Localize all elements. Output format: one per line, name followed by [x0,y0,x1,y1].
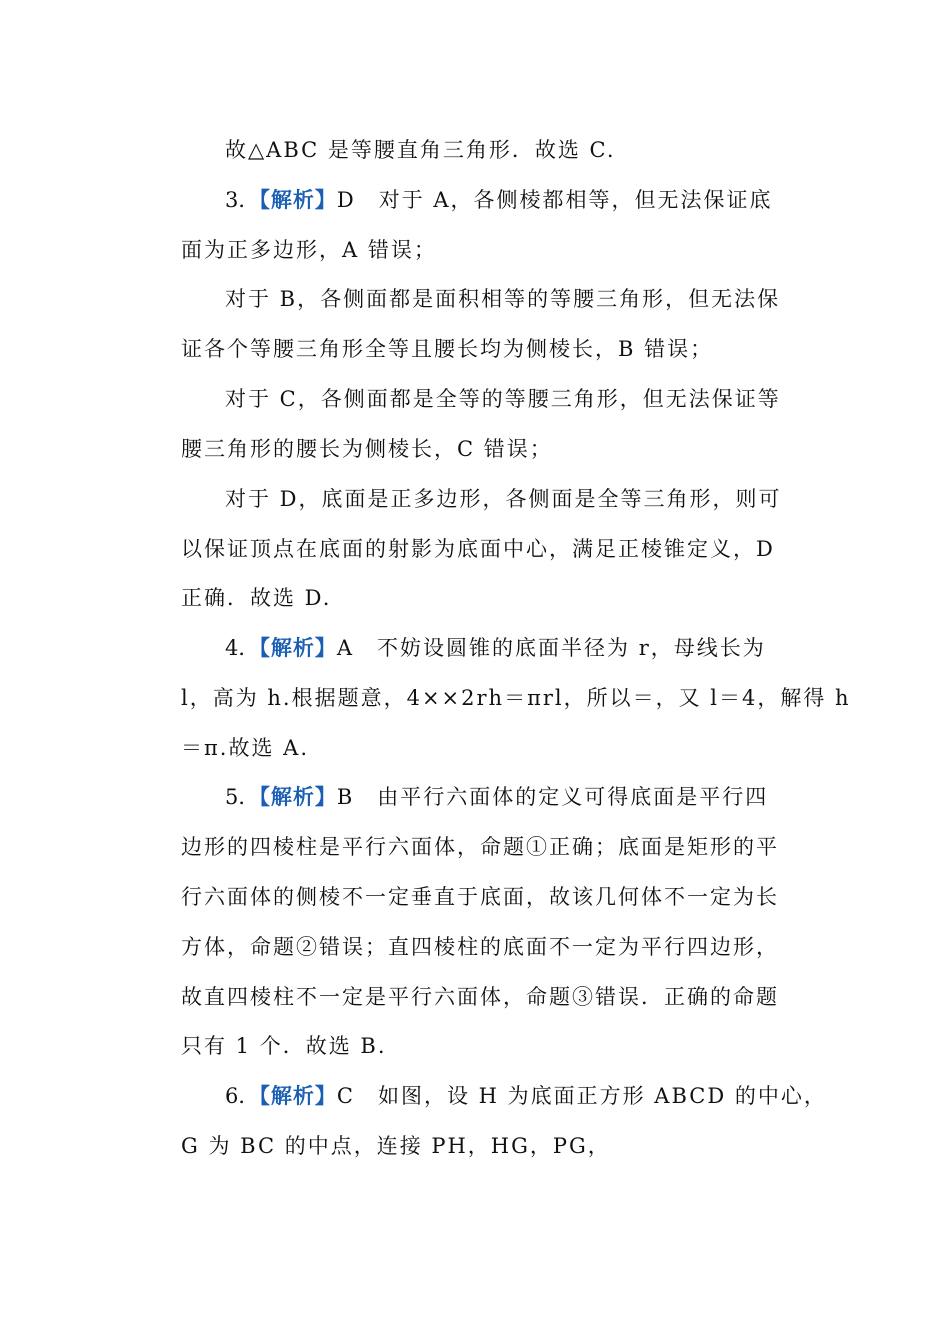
item-number: 6． [225,1084,260,1108]
text-line-2 [225,185,781,215]
text-line-7: 腰三角形的腰长为侧棱长，C 错误； [181,437,553,461]
text-line-16: 行六面体的侧棱不一定垂直于底面，故该几何体不一定为长 [181,885,779,909]
text-line-8: 对于 D，底面是正多边形，各侧面是全等三角形，则可 [225,487,782,511]
analysis-tag: 【解析】 [259,188,337,212]
text-line-21: G 为 BC 的中点，连接 PH，HG，PG， [181,1134,611,1158]
item-number: 5． [225,785,260,809]
text-line-12: l，高为 h.根据题意，4××2rh＝πrl，所以＝，又 l＝4，解得 h [181,686,851,710]
text-line-14 [225,782,781,812]
text-line-20 [225,1081,827,1111]
text-line-4: 对于 B，各侧面都是面积相等的等腰三角形，但无法保 [225,287,781,311]
text-line-11 [225,633,781,663]
analysis-tag: 【解析】 [259,636,337,660]
text-line-6: 对于 C，各侧面都是全等的等腰三角形，但无法保证等 [225,387,781,411]
text-line-2-rest: D 对于 A，各侧棱都相等，但无法保证底 [336,188,773,212]
item-number: 4． [225,636,260,660]
text-line-11-rest: A 不妨设圆锥的底面半径为 r，母线长为 [336,636,766,660]
text-line-19: 只有 1 个．故选 B. [181,1034,387,1058]
analysis-tag: 【解析】 [259,1084,337,1108]
text-line-10: 正确．故选 D. [181,586,332,610]
text-line-14-rest: B 由平行六面体的定义可得底面是平行四 [336,785,769,809]
text-line-18: 故直四棱柱不一定是平行六面体，命题③错误．正确的命题 [181,985,779,1009]
text-line-20-rest: C 如图，设 H 为底面正方形 ABCD 的中心， [336,1084,827,1108]
item-number: 3． [225,188,260,212]
text-line-15: 边形的四棱柱是平行六面体，命题①正确；底面是矩形的平 [181,835,779,859]
text-line-13: ＝π.故选 A. [181,736,309,760]
text-line-9: 以保证顶点在底面的射影为底面中心，满足正棱锥定义，D [181,537,775,561]
text-line-5: 证各个等腰三角形全等且腰长均为侧棱长，B 错误； [181,337,714,361]
analysis-tag: 【解析】 [259,785,337,809]
text-line-1: 故△ABC 是等腰直角三角形．故选 C. [225,138,616,162]
text-line-3: 面为正多边形，A 错误； [181,238,437,262]
text-line-17: 方体，命题②错误；直四棱柱的底面不一定为平行四边形， [181,935,779,959]
